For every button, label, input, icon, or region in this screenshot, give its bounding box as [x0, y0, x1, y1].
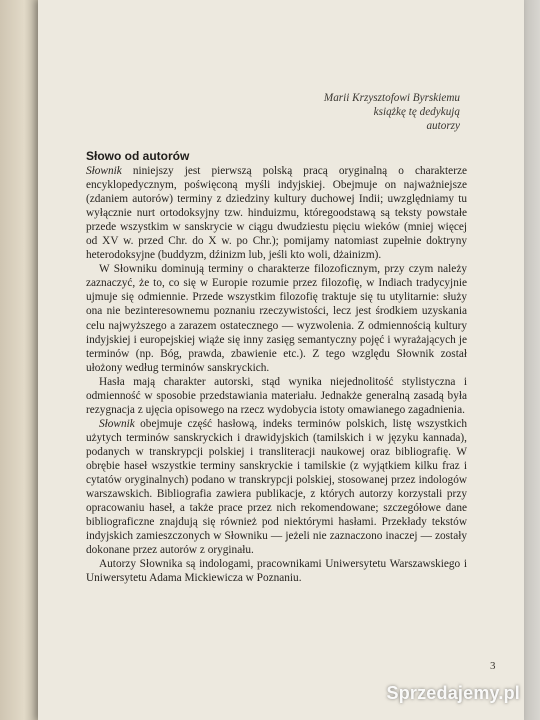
- paragraph-text: Autorzy Słownika są indologami, pracownikami Uniwersytetu Warszawskiego i Uniwersytetu Adama Mickiewicza w Poznaniu.: [86, 558, 467, 585]
- paragraph-text: niniejszy jest pierwszą polską pracą oryginalną o charakterze encyklopedycznym, poświęconą myśli indyjskiej. Obejmuje on najważniejsze (zdaniem autorów) terminy z dziedziny kultury duchowej Indii; uwzględniamy tu wyłącznie nurt ortodoksyjny tzw. hinduizmu, któregoodstawą są teksty powstałe przede wszystkim w sanskrycie w ciągu dwudziestu pięciu wieków (mniej więcej od XV w. przed Chr. do X w. po Chr.); pomijamy natomiast zupełnie doktryny heterodoksyjne (buddyzm, dźinizm lub, jeśli kto woli, dżainizm).: [86, 165, 467, 262]
- watermark-logo: Sprzedajemy.pl: [386, 683, 520, 703]
- paragraph-text: Hasła mają charakter autorski, stąd wynika niejednolitość stylistyczna i odmienność w sposobie przedstawiania materiału. Jednakże generalną zasadą była rezygnacja z ujęcia opisowego na rzecz wydobycia istoty omawianego zagadnienia.: [86, 375, 467, 416]
- dedication-line: Marii Krzysztofowi Byrskiemu: [323, 92, 460, 104]
- dedication-line: autorzy: [426, 119, 460, 132]
- section-heading: Słowo od autorów: [86, 149, 190, 163]
- paragraph: [86, 164, 467, 262]
- paragraph-text: obejmuje część hasłową, indeks terminów polskich, listę wszystkich użytych terminów sanskryckich i drawidyjskich (tamilskich i w języku kannada), podanych w transkrypcji polskiej i transliteracji naukowej oraz bibliografię. W obrębie haseł wszystkie terminy sanskryckie i tamilskie (z wyjątkiem kilku fraz i cytatów oryginalnych) podano w transkrypcji polskiej, stosowanej przez indologów warszawskich. Bibliografia zawiera publikacje, z których autorzy korzystali przy opracowaniu haseł, a także prace przez nich rekomendowane; szczegółowe dane bibliograficzne znajdują się również pod niektórymi hasłami. Przekłady tekstów indyjskich zamieszczonych w Słowniku — jeżeli nie zaznaczono inaczej — zostały dokonane przez autorów z oryginału.: [86, 417, 467, 557]
- italic-lead: Słownik: [86, 165, 122, 177]
- body-text: [86, 164, 467, 585]
- dedication: [200, 92, 460, 133]
- paragraph: [86, 375, 467, 417]
- paragraph-text: W Słowniku dominują terminy o charakterze filozoficznym, przy czym należy zaznaczyć, że to, co się w Europie rozumie przez filozofię, w Indiach tradycyjnie ujmuje się odmiennie. Przede wszystkim filozofię traktuje się tu utylitarnie: służy ona nie bezinteresownemu poznaniu rzeczywistości, lecz jest środkiem uzyskania celu najwyższego a zarazem ostatecznego — wyzwolenia. Z odmiennością kultury indyjskiej i europejskiej wiąże się inny zasięg semantyczny pojęć i wyrażających je terminów (np. Bóg, prawda, zbawienie etc.). Z tego względu Słownik został ułożony według terminów sanskryckich.: [86, 263, 467, 374]
- paragraph: [86, 557, 467, 585]
- paragraph: [86, 417, 467, 557]
- paragraph: [86, 262, 467, 374]
- page-number: 3: [490, 660, 496, 672]
- italic-lead: Słownik: [99, 417, 135, 430]
- dedication-line: książkę tę dedykują: [373, 105, 460, 118]
- book-page: [38, 0, 524, 720]
